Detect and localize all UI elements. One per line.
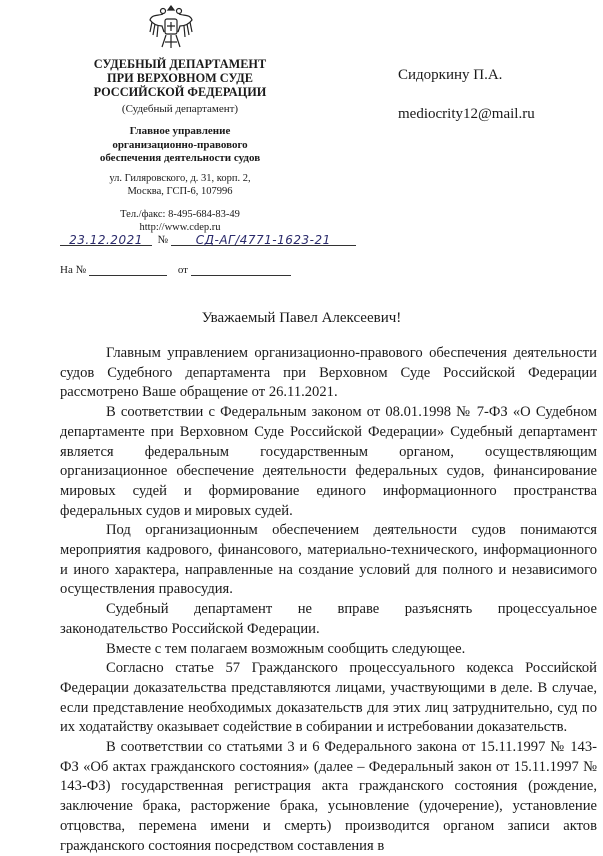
salutation: Уважаемый Павел Алексеевич! xyxy=(201,310,402,326)
department-line: обеспечения деятельности судов xyxy=(99,152,261,164)
address-line: Москва, ГСП-6, 107996 xyxy=(127,186,233,197)
from-label: от xyxy=(177,264,188,276)
recipient-name: Сидоркину П.А. xyxy=(398,67,503,83)
eagle-emblem-icon xyxy=(148,2,194,52)
department-line: Главное управление xyxy=(129,125,231,137)
incoming-reference xyxy=(60,263,291,276)
paragraph: Вместе с тем полагаем возможным сообщить следующее. xyxy=(106,640,466,657)
paragraph: Судебный департамент не вправе разъяснять процессуальное законодательство Российской Федерации. xyxy=(60,601,597,637)
org-line: СУДЕБНЫЙ ДЕПАРТАМЕНТ xyxy=(93,57,267,71)
paragraph: Главным управлением организационно-правового обеспечения деятельности судов Судебного департамента при Верховном Суде Российской Федерации рассмотрено Ваше обращение от 26.11.2021. xyxy=(60,345,597,401)
paragraph: Под организационным обеспечением деятельности судов понимаются мероприятия кадрового, финансового, материально-технического, информационного и иного характера, направленные на создание условий для полного и независимого осуществления правосудия. xyxy=(60,522,597,598)
department-line: организационно-правового xyxy=(112,138,248,151)
letter-body xyxy=(60,344,597,856)
org-line: РОССИЙСКОЙ ФЕДЕРАЦИИ xyxy=(93,85,267,99)
recipient-email[interactable]: mediocrity12@mail.ru xyxy=(398,106,535,122)
handwritten-date: 23.12.2021 xyxy=(69,233,143,247)
department-name xyxy=(70,125,290,166)
paragraph: В соответствии с Федеральным законом от 08.01.1998 № 7-ФЗ «О Судебном департаменте при Верховном Суде Российской Федерации» Судебный департамент является федеральным государственным органом, осуществляющим организационное обеспечение деятельности федеральных судов, финансирование мировых судей и формирование единого информационного пространства федеральных судов и мировых судей. xyxy=(60,404,597,519)
paragraph: Согласно статье 57 Гражданского процессуального кодекса Российской Федерации доказательства представляются лицами, участвующими в деле. В случае, если представление необходимых доказательств для этих лиц затруднительно, суд по их ходатайству оказывает содействие в собирании и истребовании доказательств. xyxy=(60,660,597,736)
organization-short-name: (Судебный департамент) xyxy=(121,103,239,115)
reference-label: На № xyxy=(60,264,87,276)
website-link[interactable]: http://www.cdep.ru xyxy=(139,221,221,233)
paragraph: В соответствии со статьями 3 и 6 Федерального закона от 15.11.1997 № 143-ФЗ «Об актах гражданского состояния» (далее – Федеральный закон от 15.11.1997 № 143-ФЗ) государственная регистрация акта гражданского состояния (рождение, заключение брака, расторжение брака, усыновление (удочерение), установление отцовства, перемена имени и смерть) производится органом записи актов гражданского состояния посредством составления в xyxy=(60,739,597,854)
organization-name xyxy=(70,57,290,99)
phone-fax: Тел./факс: 8-495-684-83-49 xyxy=(120,209,240,220)
org-line: ПРИ ВЕРХОВНОМ СУДЕ xyxy=(107,71,253,85)
handwritten-number: СД-АГ/4771-1623-21 xyxy=(195,233,331,247)
number-prefix: № xyxy=(157,234,168,246)
contacts xyxy=(70,209,290,234)
address-line: ул. Гиляровского, д. 31, корп. 2, xyxy=(109,173,251,184)
outgoing-registration xyxy=(60,233,356,246)
address xyxy=(70,172,290,198)
